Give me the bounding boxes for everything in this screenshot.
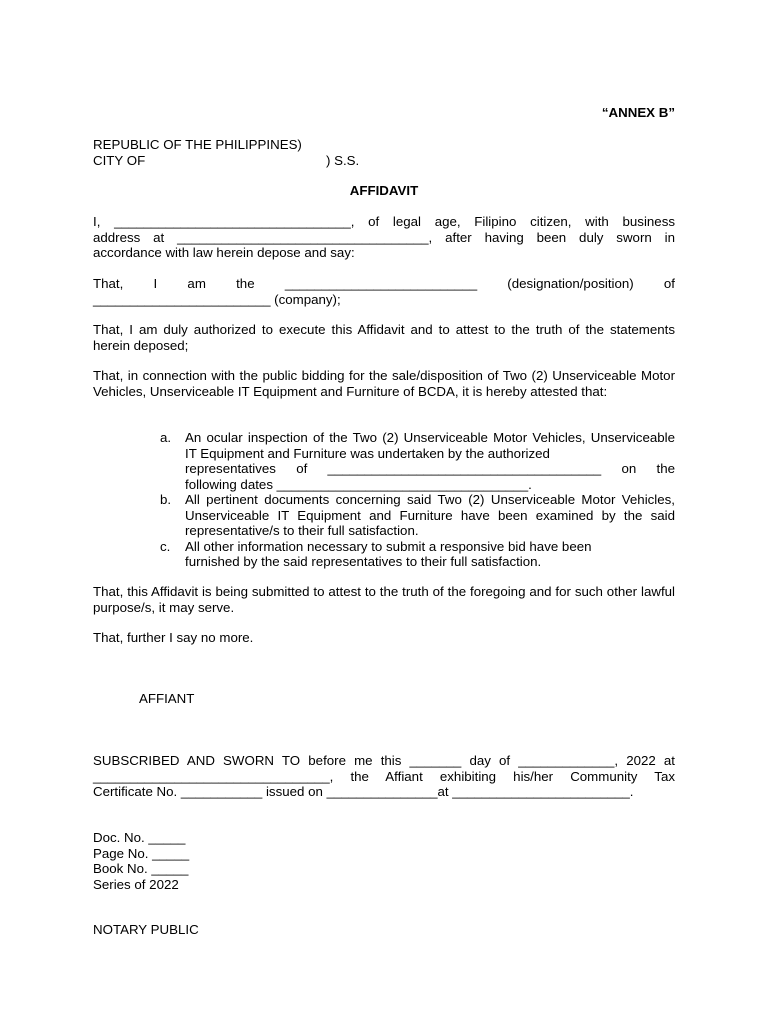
word: of xyxy=(296,461,308,476)
list-item-line: furnished by the said representatives to their full satisfaction. xyxy=(185,554,542,569)
attestation-list xyxy=(160,430,675,570)
doc-no: Doc. No. _____ xyxy=(93,830,186,845)
word: the xyxy=(236,276,255,291)
list-item-line: following dates __________________________________. xyxy=(185,476,532,492)
book-no: Book No. _____ xyxy=(93,861,189,876)
republic-header: REPUBLIC OF THE PHILIPPINES) xyxy=(93,137,302,152)
designation-blank: __________________________ xyxy=(284,276,478,291)
word: the xyxy=(656,461,675,476)
affiant-line-2: address at __________________________________, after having been duly sworn in xyxy=(93,229,675,245)
notary-references xyxy=(93,830,675,892)
purpose-paragraph: That, this Affidavit is being submitted to attest to the truth of the foregoing and for such other lawful purpose/s, it may serve. xyxy=(93,584,675,615)
page-no: Page No. _____ xyxy=(93,845,190,861)
designation-paragraph xyxy=(93,276,675,307)
representatives-blank: _____________________________________ xyxy=(327,461,602,476)
list-item-text: All pertinent documents concerning said Two (2) Unserviceable Motor Vehicles, Unserviceable IT Equipment and Furniture have been examined by the said representative/s to their full satisfaction. xyxy=(185,492,675,538)
list-marker: c. xyxy=(160,538,171,554)
word: (designation/position) xyxy=(507,276,634,291)
list-marker: a. xyxy=(160,430,172,445)
affiant-line-3: accordance with law herein depose and say: xyxy=(93,245,355,260)
list-item-text xyxy=(185,539,675,570)
city-label: CITY OF xyxy=(93,153,146,168)
word: on xyxy=(621,461,637,476)
word: I xyxy=(153,276,158,291)
list-marker: b. xyxy=(160,492,172,507)
authorization-paragraph: That, I am duly authorized to execute this Affidavit and to attest to the truth of the statements herein deposed; xyxy=(93,322,675,353)
list-item-line: An ocular inspection of the Two (2) Unserviceable Motor Vehicles, Unserviceable IT Equipment and Furniture was undertaken by the authorized xyxy=(185,430,675,461)
word: am xyxy=(187,276,206,291)
document-title: AFFIDAVIT xyxy=(349,183,419,198)
list-item-text xyxy=(185,430,675,492)
closing-paragraph: That, further I say no more. xyxy=(93,630,254,645)
list-item xyxy=(160,430,675,492)
notary-public-label: NOTARY PUBLIC xyxy=(93,922,199,937)
series: Series of 2022 xyxy=(93,876,179,892)
annex-title: “ANNEX B” xyxy=(601,105,675,120)
city-line xyxy=(93,153,675,169)
affiant-paragraph xyxy=(93,214,675,261)
jurat-paragraph xyxy=(93,753,675,800)
ss-label: ) S.S. xyxy=(326,153,360,168)
word: That, xyxy=(93,276,124,291)
bidding-paragraph: That, in connection with the public bidding for the sale/disposition of Two (2) Unserviceable Motor Vehicles, Unserviceable IT Equipment and Furniture of BCDA, it is hereby attested that: xyxy=(93,368,675,399)
jurat-line-1: SUBSCRIBED AND SWORN TO before me this _______ day of _____________, 2022 at xyxy=(93,753,675,768)
company-line: ________________________ (company); xyxy=(93,291,341,307)
designation-line-1 xyxy=(93,276,675,292)
list-item-line xyxy=(185,461,675,477)
jurat-line-3: Certificate No. ___________ issued on _______________at ________________________. xyxy=(93,784,634,799)
affiant-signature-label: AFFIANT xyxy=(139,691,195,706)
jurat-line-2: ________________________________, the Affiant exhibiting his/her Community Tax xyxy=(93,768,675,784)
word: of xyxy=(663,276,675,291)
affiant-line-1: I, ________________________________, of legal age, Filipino citizen, with business xyxy=(93,214,675,229)
list-item xyxy=(160,492,675,539)
word: representatives xyxy=(185,461,276,476)
list-item-line: All other information necessary to submit a responsive bid have been xyxy=(185,538,592,554)
list-item xyxy=(160,539,675,570)
